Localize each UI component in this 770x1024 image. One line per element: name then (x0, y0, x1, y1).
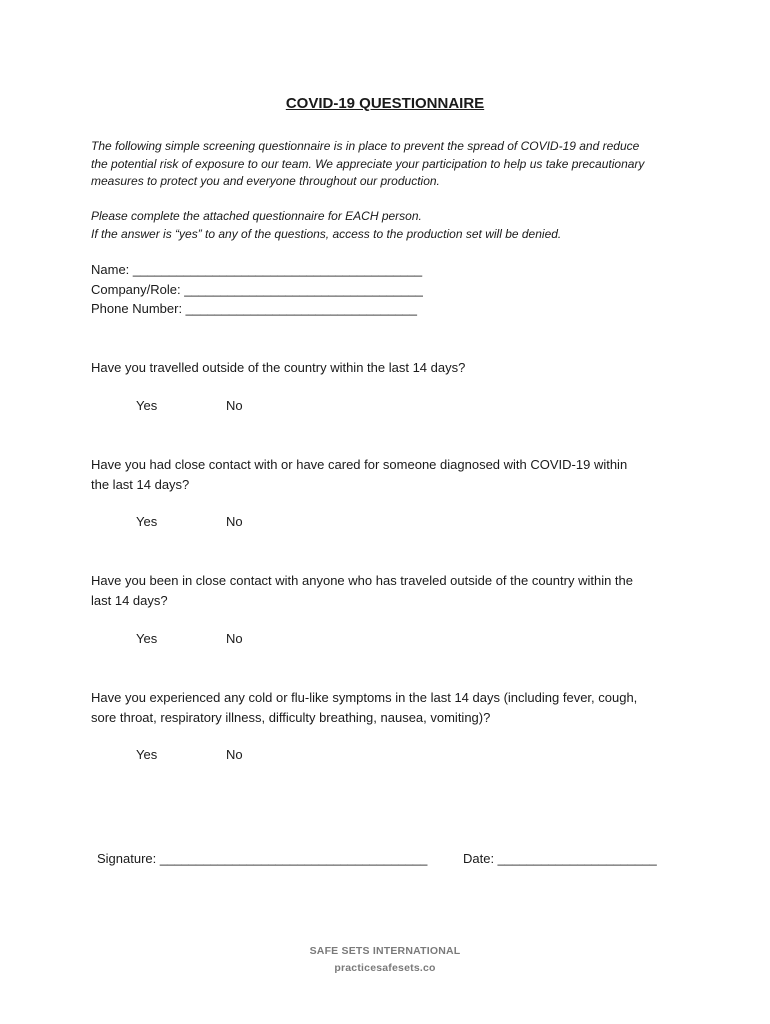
question-text: Have you had close contact with or have cared for someone diagnosed with COVID-19 within (91, 457, 628, 472)
answer-no-1[interactable]: No (226, 398, 243, 413)
phone-number-field[interactable]: Phone Number: ________________________________ (91, 301, 418, 316)
intro-line: The following simple screening questionnaire is in place to prevent the spread of COVID-19 and reduce (91, 139, 640, 153)
question-3 (91, 571, 691, 610)
question-2 (91, 455, 691, 494)
intro-line: the potential risk of exposure to our team. We appreciate your participation to help us take precautionary (91, 156, 645, 171)
answer-no-3[interactable]: No (226, 631, 243, 646)
instructions-paragraph (91, 208, 711, 243)
question-text: sore throat, respiratory illness, difficulty breathing, nausea, vomiting)? (91, 709, 491, 725)
question-text: last 14 days? (91, 592, 168, 608)
answer-yes-2[interactable]: Yes (136, 514, 158, 529)
answer-yes-1[interactable]: Yes (136, 398, 158, 413)
question-1 (91, 358, 691, 378)
answer-no-4[interactable]: No (226, 747, 243, 762)
question-text: Have you travelled outside of the country within the last 14 days? (91, 360, 466, 375)
question-text: the last 14 days? (91, 476, 190, 492)
answer-yes-3[interactable]: Yes (136, 631, 158, 646)
page-title: COVID-19 QUESTIONNAIRE (285, 95, 485, 112)
intro-line: measures to protect you and everyone throughout our production. (91, 174, 440, 188)
question-4 (91, 688, 691, 727)
company-role-field[interactable]: Company/Role: _________________________________ (91, 282, 423, 297)
answer-yes-4[interactable]: Yes (136, 747, 158, 762)
instruction-line: If the answer is “yes” to any of the questions, access to the production set will be denied. (91, 226, 562, 241)
name-field[interactable]: Name: ________________________________________ (91, 262, 423, 277)
footer-website: practicesafesets.co (334, 962, 436, 974)
footer-org-name: SAFE SETS INTERNATIONAL (309, 945, 461, 957)
instruction-line: Please complete the attached questionnaire for EACH person. (91, 209, 422, 223)
answer-no-2[interactable]: No (226, 514, 243, 529)
intro-paragraph (91, 138, 691, 191)
signature-field[interactable]: Signature: _____________________________________ (97, 851, 428, 866)
date-field[interactable]: Date: ______________________ (463, 851, 657, 866)
question-text: Have you experienced any cold or flu-like symptoms in the last 14 days (including fever, cough, (91, 690, 638, 705)
question-text: Have you been in close contact with anyone who has traveled outside of the country within the (91, 573, 633, 588)
